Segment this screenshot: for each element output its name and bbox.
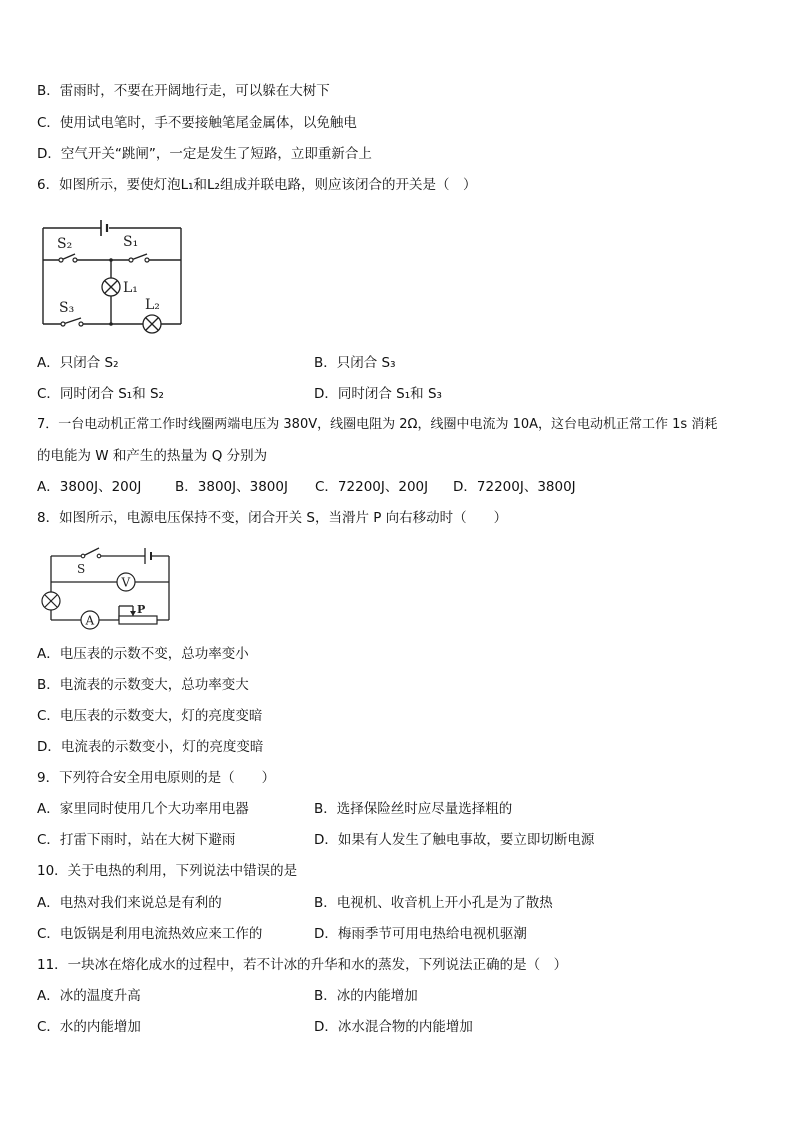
- q9-option-a: A．家里同时使用几个大功率用电器: [37, 801, 249, 817]
- q6-circuit-diagram: [37, 212, 187, 336]
- q6-stem: 6．如图所示，要使灯泡L₁和L₂组成并联电路，则应该闭合的开关是（ ）: [37, 177, 477, 193]
- q10-option-a: A．电热对我们来说总是有利的: [37, 895, 222, 911]
- label-l1: L₁: [123, 280, 138, 296]
- q9-stem: 9．下列符合安全用电原则的是（ ）: [37, 770, 276, 786]
- q6-option-c: C．同时闭合 S₁和 S₂: [37, 386, 164, 402]
- switch-label: S: [77, 562, 86, 576]
- ammeter-label: A: [85, 613, 95, 628]
- q6-option-a: A．只闭合 S₂: [37, 355, 119, 371]
- q5-option-d: D．空气开关“跳闸”，一定是发生了短路，立即重新合上: [37, 146, 372, 162]
- q10-stem: 10．关于电热的利用，下列说法中错误的是: [37, 863, 298, 879]
- q11-option-a: A．冰的温度升高: [37, 988, 141, 1004]
- q6-option-d: D．同时闭合 S₁和 S₃: [314, 386, 442, 402]
- q9-option-b: B．选择保险丝时应尽量选择粗的: [314, 801, 513, 817]
- q10-option-d: D．梅雨季节可用电热给电视机驱潮: [314, 926, 527, 942]
- q10-option-c: C．电饭锅是利用电流热效应来工作的: [37, 926, 263, 942]
- label-s1: S₁: [123, 234, 139, 250]
- q10-option-b: B．电视机、收音机上开小孔是为了散热: [314, 895, 553, 911]
- q7-option-d: D．72200J、3800J: [453, 479, 576, 495]
- q11-option-d: D．冰水混合物的内能增加: [314, 1019, 473, 1035]
- q11-stem: 11．一块冰在熔化成水的过程中，若不计冰的升华和水的蒸发，下列说法正确的是（ ）: [37, 957, 568, 973]
- q7-option-c: C．72200J、200J: [315, 479, 429, 495]
- q6-option-b: B．只闭合 S₃: [314, 355, 396, 371]
- lamp: [42, 592, 60, 610]
- q8-option-b: B．电流表的示数变大，总功率变大: [37, 677, 249, 693]
- q8-option-a: A．电压表的示数不变，总功率变小: [37, 646, 249, 662]
- q8-option-d: D．电流表的示数变小，灯的亮度变暗: [37, 739, 264, 755]
- label-s3: S₃: [59, 300, 75, 316]
- q9-option-c: C．打雷下雨时，站在大树下避雨: [37, 832, 236, 848]
- q9-option-d: D．如果有人发生了触电事故，要立即切断电源: [314, 832, 595, 848]
- lamp-l2: [143, 315, 161, 333]
- rheostat: [119, 616, 157, 624]
- q8-option-c: C．电压表的示数变大，灯的亮度变暗: [37, 708, 263, 724]
- q11-option-b: B．冰的内能增加: [314, 988, 418, 1004]
- q7-option-b: B．3800J、3800J: [175, 479, 288, 495]
- q7-options-row: [37, 478, 576, 496]
- q8-circuit-diagram: [37, 540, 177, 630]
- q8-stem: 8．如图所示，电源电压保持不变，闭合开关 S，当滑片 P 向右移动时（ ）: [37, 510, 508, 526]
- q7-option-a: A．3800J、200J: [37, 479, 142, 495]
- q5-option-c: C．使用试电笔时，手不要接触笔尾金属体，以免触电: [37, 115, 357, 131]
- voltmeter-label: V: [121, 575, 131, 590]
- q7-stem-line1: 7．一台电动机正常工作时线圈两端电压为 380V，线圈电阻为 2Ω，线圈中电流为 10A，这台电动机正常工作 1s 消耗: [37, 417, 718, 432]
- label-s2: S₂: [57, 236, 73, 252]
- q7-stem-line2: 的电能为 W 和产生的热量为 Q 分别为: [37, 448, 268, 464]
- slider-label: P: [137, 603, 146, 616]
- label-l2: L₂: [145, 297, 160, 313]
- q5-option-b: B．雷雨时，不要在开阔地行走，可以躲在大树下: [37, 83, 330, 99]
- q11-option-c: C．水的内能增加: [37, 1019, 141, 1035]
- lamp-l1: [102, 278, 120, 296]
